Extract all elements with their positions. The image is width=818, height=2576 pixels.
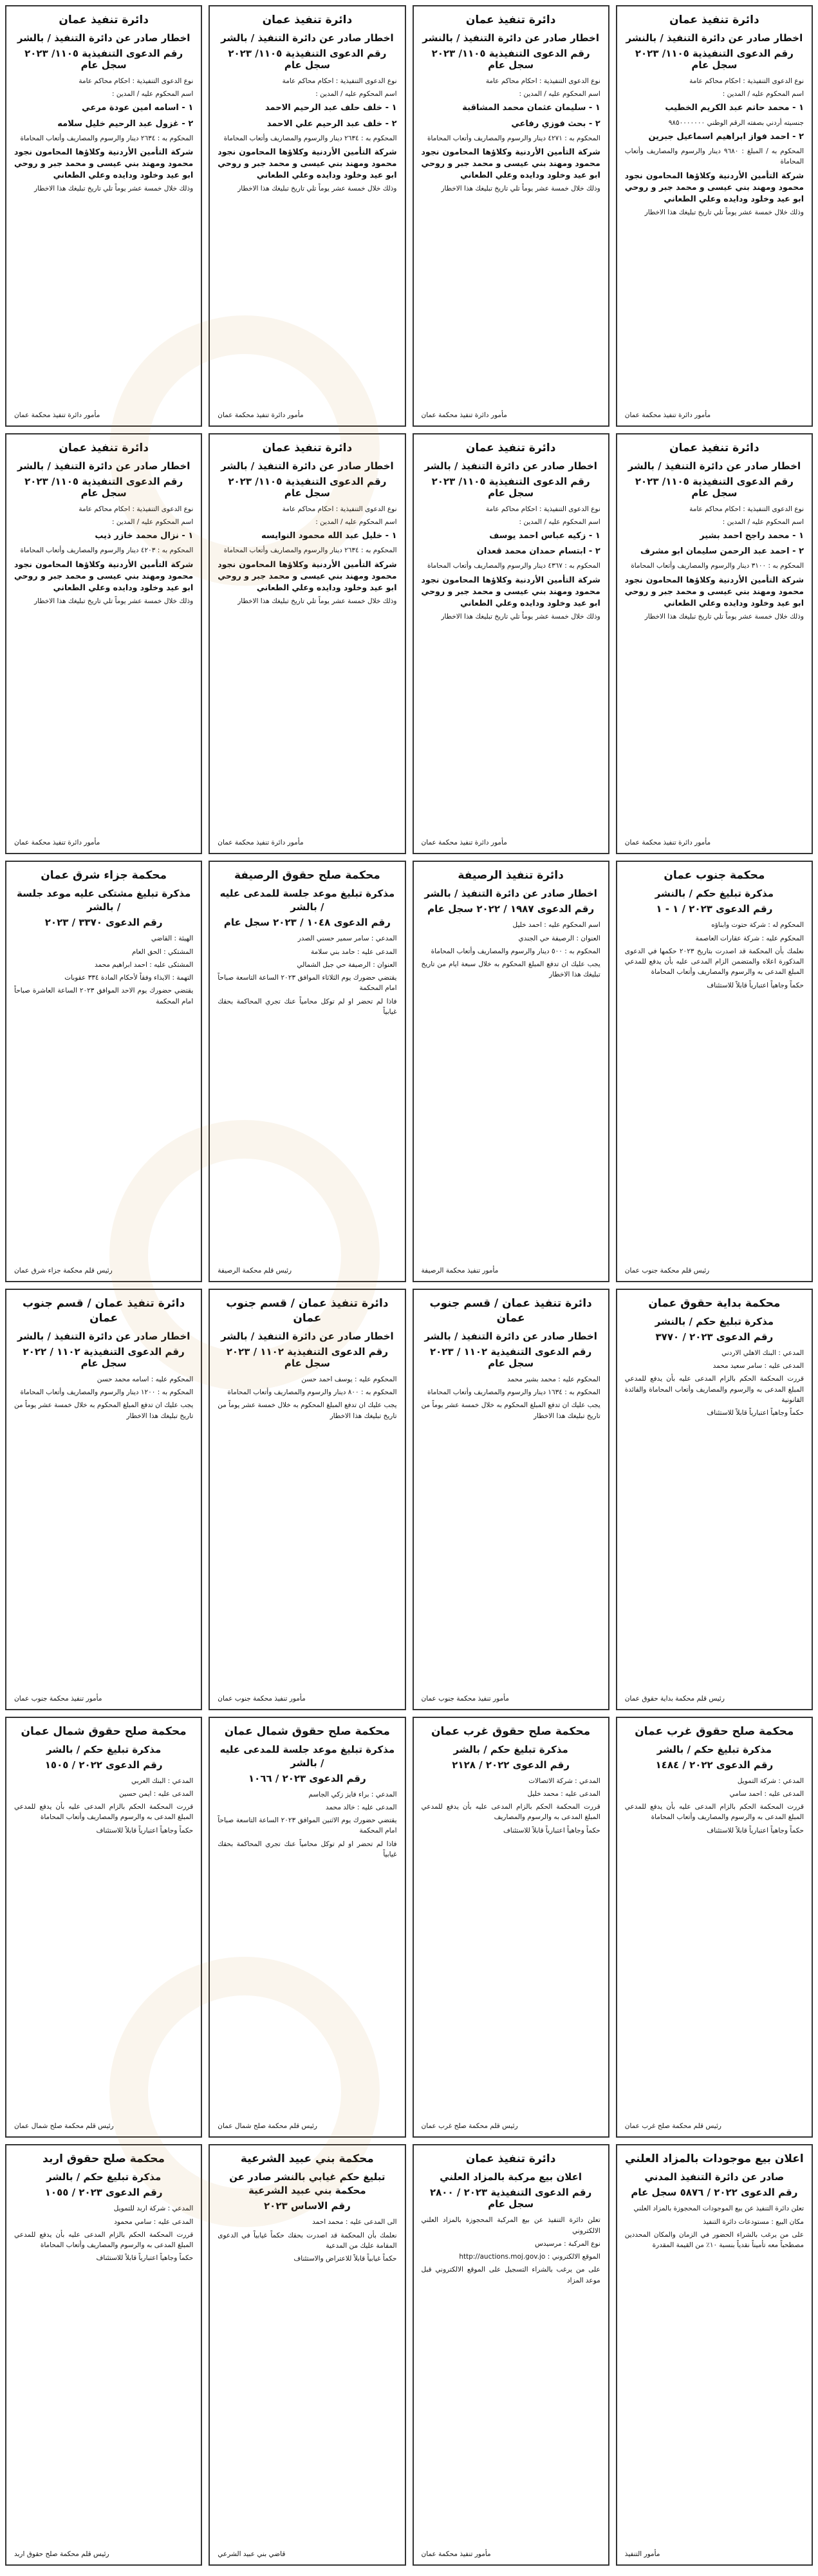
notice-signature: رئيس قلم محكمة صلح شمال عمان	[14, 2122, 193, 2130]
notice-title: مذكرة تبليغ حكم / بالشر	[422, 1743, 600, 1757]
legal-notice	[616, 2144, 813, 2566]
notice-paragraph: جنسيته أردني بصفته الرقم الوطني ٩٨٥٠٠٠٠٠٠٠	[625, 118, 804, 128]
notice-paragraph: المحكوم به : ٢٦٣٤ دينار والرسوم والمصاريف وأتعاب المحاماة	[218, 133, 396, 144]
case-number: رقم الدعوى التنفيذية ١١٠٥/ ٢٠٢٣ سجل عام	[422, 476, 600, 499]
notice-title: اخطار صادر عن دائرة التنفيذ / بالشر	[14, 32, 193, 45]
legal-notice	[209, 1289, 405, 1710]
notice-heading: محكمة صلح حقوق شمال عمان	[218, 1724, 396, 1739]
notice-paragraph: المدعى عليه : سامي محمود	[14, 2217, 193, 2227]
notice-title: اخطار صادر عن دائرة التنفيذ / بالشر	[14, 460, 193, 473]
notice-paragraph: قررت المحكمة الحكم بالزام المدعى عليه بأن يدفع للمدعي المبلغ المدعى به والرسوم والمصاريف وأتعاب المحاماة	[625, 1802, 804, 1823]
legal-notice	[413, 1289, 609, 1710]
notice-paragraph: اسم المحكوم عليه / المدين :	[218, 517, 396, 527]
notice-paragraph: يجب عليك ان تدفع المبلغ المحكوم به خلال خمسة عشر يوماً من تاريخ تبليغك هذا الاخطار	[422, 1400, 600, 1421]
notice-paragraph: ١ - اسامه امين عودة مرعي	[14, 102, 193, 115]
notice-body	[14, 504, 193, 835]
notice-paragraph: ١ - نزال محمد خازر ذيب	[14, 530, 193, 543]
notice-paragraph: وذلك خلال خمسة عشر يوماً تلي تاريخ تبليغك هذا الاخطار	[625, 611, 804, 622]
notice-heading: دائرة تنفيذ عمان	[422, 13, 600, 28]
notice-title: اخطار صادر عن دائرة التنفيذ / بالنشر	[422, 32, 600, 45]
notice-title: اعلان بيع مركبة بالمزاد العلني	[422, 2170, 600, 2184]
notice-paragraph: المدعى عليه : محمد خليل	[422, 1789, 600, 1799]
notice-heading: محكمة صلح حقوق اربد	[14, 2152, 193, 2167]
notice-paragraph: المشتكى عليه : احمد ابراهيم محمد	[14, 960, 193, 970]
notice-paragraph: ٢ - احمد فواز ابراهيم اسماعيل جبرين	[625, 131, 804, 144]
notice-title: اخطار صادر عن دائرة التنفيذ / بالشر	[422, 460, 600, 473]
notice-paragraph: ١ - خليل عبد الله محمود النوايسه	[218, 530, 396, 543]
notice-body	[14, 2203, 193, 2546]
notice-title: اخطار صادر عن دائرة التنفيذ / بالشر	[422, 1330, 600, 1343]
notice-paragraph: على من يرغب بالشراء الحضور في الزمان والمكان المحددين مصطحباً معه تأميناً نقدياً بنسبة ١٠٪ من القيمة المقدرة	[625, 2230, 804, 2251]
notice-paragraph: وذلك خلال خمسة عشر يوماً تلي تاريخ تبليغك هذا الاخطار	[625, 207, 804, 218]
notice-paragraph: نوع الدعوى التنفيذية : احكام محاكم عامة	[218, 504, 396, 514]
notice-paragraph: ٢ - احمد عبد الرحمن سليمان ابو مشرف	[625, 545, 804, 558]
notice-paragraph: ٢ - بحث فوزي رفاعي	[422, 118, 600, 131]
notice-paragraph: ١ - محمد راجح احمد بشير	[625, 530, 804, 543]
notice-paragraph: اسم المحكوم عليه / المدين :	[14, 517, 193, 527]
notice-body	[625, 1776, 804, 2119]
legal-notice	[5, 861, 202, 1282]
case-number: رقم الدعوى ٢٠٢٣ / ١ - ١	[625, 903, 804, 915]
notice-paragraph: اسم المحكوم عليه / المدين :	[14, 89, 193, 99]
case-number: رقم الدعوى التنفيذية ١١٠٢ / ٢٠٢٢ سجل عام	[14, 1346, 193, 1369]
notice-paragraph: شركة التأمين الأردنية وكلاؤها المحامون نجود محمود ومهند بني عيسى و محمد جبر و روحي ابو عيد وخلود ودايده وعلي الطعاني	[14, 146, 193, 181]
notice-heading: دائرة تنفيذ عمان	[14, 441, 193, 456]
notice-body	[218, 2217, 396, 2546]
notice-paragraph: المحكوم به : ٤٢٠٣ دينار والرسوم والمصاريف وأتعاب المحاماة	[14, 545, 193, 555]
notice-paragraph: يقتضي حضورك يوم الثلاثاء الموافق ٢٠٢٣ الساعة التاسعة صباحاً امام المحكمة	[218, 973, 396, 994]
notice-paragraph: قررت المحكمة الحكم بالزام المدعى عليه بأن يدفع للمدعي المبلغ المدعى به والرسوم والمصاريف وأتعاب المحاماة	[14, 1802, 193, 1823]
case-number: رقم الدعوى التنفيذية ١١٠٢ / ٢٠٢٣ سجل عام	[422, 1346, 600, 1369]
case-number: رقم الدعوى ٢٠٢٢ / ٥٨٧٦ سجل عام	[625, 2187, 804, 2198]
notice-heading: دائرة تنفيذ عمان	[625, 13, 804, 28]
notice-paragraph: حكماً وجاهياً اعتبارياً قابلاً للاستئناف	[14, 2253, 193, 2263]
notice-paragraph: اسم المحكوم عليه / المدين :	[422, 89, 600, 99]
legal-notice	[5, 1289, 202, 1710]
notice-paragraph: نوع الدعوى التنفيذية : احكام محاكم عامة	[14, 504, 193, 514]
notice-paragraph: المدعي : براء فايز زكي الجاسم	[218, 1789, 396, 1800]
notice-title: اخطار صادر عن دائرة التنفيذ / بالشر	[422, 887, 600, 901]
legal-notice	[616, 5, 813, 427]
notice-body	[218, 504, 396, 835]
notice-paragraph: مكان البيع : مستودعات دائرة التنفيذ	[625, 2217, 804, 2227]
notice-body	[14, 933, 193, 1263]
notice-signature: رئيس قلم محكمة بداية حقوق عمان	[625, 1695, 804, 1703]
notice-signature: رئيس قلم محكمة صلح غرب عمان	[625, 2122, 804, 2130]
case-number: رقم الدعوى التنفيذية ١١٠٥/ ٢٠٢٣ سجل عام	[14, 476, 193, 499]
notice-paragraph: المحكوم به : ٣١٠٠ دينار والرسوم والمصاريف وأتعاب المحاماة	[625, 561, 804, 571]
notice-signature: مأمور دائرة تنفيذ محكمة عمان	[625, 411, 804, 419]
notice-paragraph: التهمة : الايذاء وفقاً لأحكام المادة ٣٣٤ عقوبات	[14, 973, 193, 983]
notice-paragraph: اسم المحكوم عليه : احمد خليل	[422, 920, 600, 930]
notice-title: مذكرة تبليغ حكم / بالشر	[14, 2170, 193, 2184]
notice-paragraph: المدعي : سامر سمير حسني الصدر	[218, 933, 396, 944]
notice-heading: دائرة تنفيذ عمان	[625, 441, 804, 456]
notice-heading: دائرة تنفيذ الرصيفة	[422, 868, 600, 883]
notice-paragraph: على من يرغب بالشراء التسجيل على الموقع الالكتروني قبل موعد المزاد	[422, 2264, 600, 2286]
notice-paragraph: المدعى عليه : ايمن حسين	[14, 1789, 193, 1799]
notice-signature: مأمور تنفيذ محكمة جنوب عمان	[14, 1695, 193, 1703]
notice-heading: محكمة بداية حقوق عمان	[625, 1296, 804, 1311]
case-number: رقم الدعوى ١٩٨٧ / ٢٠٢٢ سجل عام	[422, 903, 600, 915]
notice-paragraph: شركة التأمين الأردنية وكلاؤها المحامون نجود محمود ومهند بني عيسى و محمد جبر و روحي ابو عيد وخلود ودايده وعلي الطعاني	[625, 574, 804, 609]
notice-paragraph: فاذا لم تحضر او لم توكل محامياً عنك تجري المحاكمة بحقك غيابياً	[218, 1839, 396, 1860]
notice-body	[218, 1374, 396, 1691]
notice-paragraph: المحكوم به : ٨٠٠ دينار والرسوم والمصاريف وأتعاب المحاماة	[218, 1387, 396, 1397]
notice-signature: مأمور دائرة تنفيذ محكمة عمان	[218, 411, 396, 419]
notice-paragraph: شركة التأمين الأردنية وكلاؤها المحامون نجود محمود ومهند بني عيسى و محمد جبر و روحي ابو عيد وخلود ودايده وعلي الطعاني	[422, 146, 600, 181]
notice-paragraph: قررت المحكمة الحكم بالزام المدعى عليه بأن يدفع للمدعي المبلغ المدعى به والرسوم والمصاريف وأتعاب المحاماة والفائدة القانونية	[625, 1374, 804, 1405]
notice-title: اخطار صادر عن دائرة التنفيذ / بالشر	[625, 460, 804, 473]
notice-body	[14, 1374, 193, 1691]
notice-paragraph: المدعي : البنك العربي	[14, 1776, 193, 1786]
notice-paragraph: الموقع الالكتروني : http://auctions.moj.gov.jo	[422, 2252, 600, 2262]
notice-paragraph: المحكوم عليه : محمد بشير محمد	[422, 1374, 600, 1385]
case-number: رقم الدعوى التنفيذية ١١٠٢ / ٢٠٢٣ سجل عام	[218, 1346, 396, 1369]
notice-paragraph: الهيئة : القاضي	[14, 933, 193, 944]
notice-heading: دائرة تنفيذ عمان	[218, 441, 396, 456]
legal-notice	[209, 5, 405, 427]
notice-signature: قاضي بني عبيد الشرعي	[218, 2550, 396, 2558]
case-number: رقم الدعوى ٣٣٧٠ / ٢٠٢٣	[14, 917, 193, 928]
notice-paragraph: المحكوم به : ١٦٣٤ دينار والرسوم والمصاريف وأتعاب المحاماة	[422, 1387, 600, 1397]
notice-body	[14, 1776, 193, 2119]
case-number: رقم الدعوى التنفيذية ٢٠٢٣ / ٢٨٠٠ سجل عام	[422, 2187, 600, 2210]
notice-signature: مأمور تنفيذ محكمة الرصيفة	[422, 1267, 600, 1274]
notice-heading: دائرة تنفيذ عمان	[14, 13, 193, 28]
notice-paragraph: المدعي : شركة التمويل	[625, 1776, 804, 1786]
notice-paragraph: نوع الدعوى التنفيذية : احكام محاكم عامة	[625, 504, 804, 514]
notice-heading: دائرة تنفيذ عمان	[422, 441, 600, 456]
notice-paragraph: نوع الدعوى التنفيذية : احكام محاكم عامة	[422, 76, 600, 86]
notice-title: مذكرة تبليغ موعد جلسة للمدعى عليه / بالشر	[218, 1743, 396, 1770]
legal-notice	[209, 1717, 405, 2138]
notice-heading: محكمة بني عبيد الشرعية	[218, 2152, 396, 2167]
notice-paragraph: المدعى عليه : خالد محمد	[218, 1802, 396, 1813]
case-number: رقم الاساس ٢٠٢٣	[218, 2200, 396, 2212]
notice-paragraph: اسم المحكوم عليه / المدين :	[625, 517, 804, 527]
case-number: رقم الدعوى التنفيذية ١١٠٥/ ٢٠٢٣ سجل عام	[625, 48, 804, 71]
notice-signature: رئيس قلم محكمة جزاء شرق عمان	[14, 1267, 193, 1274]
notice-signature: مأمور دائرة تنفيذ محكمة عمان	[14, 839, 193, 846]
notice-paragraph: نعلمك بأن المحكمة قد اصدرت بتاريخ ٢٠٢٣ حكمها في الدعوى المذكورة اعلاه والمتضمن الزام المدعى عليه بأن يدفع للمدعي المبلغ المدعى به والرسوم والمصاريف وأتعاب المحاماة	[625, 946, 804, 978]
notice-paragraph: حكماً غيابياً قابلاً للاعتراض والاستئناف	[218, 2254, 396, 2264]
notice-paragraph: نوع المركبة : مرسيدس	[422, 2239, 600, 2249]
case-number: رقم الدعوى ٢٠٢٢ / ١٤٨٤	[625, 1759, 804, 1771]
notice-paragraph: قررت المحكمة الحكم بالزام المدعى عليه بأن يدفع للمدعي المبلغ المدعى به والرسوم والمصاريف وأتعاب المحاماة	[14, 2230, 193, 2251]
notice-signature: رئيس قلم محكمة صلح شمال عمان	[218, 2122, 396, 2130]
notice-paragraph: وذلك خلال خمسة عشر يوماً تلي تاريخ تبليغك هذا الاخطار	[422, 611, 600, 622]
notice-body	[218, 1789, 396, 2119]
case-number: رقم الدعوى التنفيذية ١١٠٥/ ٢٠٢٣ سجل عام	[422, 48, 600, 71]
notice-title: مذكرة تبليغ حكم / بالنشر	[625, 1315, 804, 1329]
notice-paragraph: وذلك خلال خمسة عشر يوماً تلي تاريخ تبليغك هذا الاخطار	[422, 183, 600, 194]
notice-paragraph: المشتكي : الحق العام	[14, 947, 193, 957]
notice-heading: دائرة تنفيذ عمان / قسم جنوب عمان	[14, 1296, 193, 1326]
legal-notice	[413, 1717, 609, 2138]
notice-paragraph: شركة التأمين الأردنية وكلاؤها المحامون نجود محمود ومهند بني عيسى و محمد جبر و روحي ابو عيد وخلود ودايده وعلي الطعاني	[625, 170, 804, 205]
notice-body	[625, 1348, 804, 1691]
notice-signature: مأمور دائرة تنفيذ محكمة عمان	[422, 839, 600, 846]
notice-heading: محكمة صلح حقوق غرب عمان	[625, 1724, 804, 1739]
notice-paragraph: المدعى عليه : احمد سامي	[625, 1789, 804, 1799]
notice-paragraph: اسم المحكوم عليه / المدين :	[218, 89, 396, 99]
notice-paragraph: المحكوم به / المبلغ : ٩٦٨٠ دينار والرسوم والمصاريف وأتعاب المحاماة	[625, 146, 804, 167]
notice-paragraph: اسم المحكوم عليه / المدين :	[422, 517, 600, 527]
notice-paragraph: ٢ - خلف عبد الرحيم علي الاحمد	[218, 118, 396, 131]
legal-notice	[616, 433, 813, 855]
notice-paragraph: نوع الدعوى التنفيذية : احكام محاكم عامة	[14, 76, 193, 86]
notice-paragraph: يجب عليك ان تدفع المبلغ المحكوم به خلال سبعة ايام من تاريخ تبليغك هذا الاخطار	[422, 959, 600, 980]
notice-paragraph: نعلمك بأن المحكمة قد اصدرت بحقك حكماً غيابياً في الدعوى المقامة عليك من المدعية	[218, 2230, 396, 2252]
notice-signature: مأمور تنفيذ محكمة جنوب عمان	[422, 1695, 600, 1703]
notice-heading: محكمة صلح حقوق شمال عمان	[14, 1724, 193, 1739]
notice-signature: مأمور دائرة تنفيذ محكمة عمان	[422, 411, 600, 419]
notice-signature: رئيس قلم محكمة جنوب عمان	[625, 1267, 804, 1274]
notice-body	[625, 920, 804, 1263]
notice-body	[422, 76, 600, 407]
notice-paragraph: نوع الدعوى التنفيذية : احكام محاكم عامة	[218, 76, 396, 86]
notice-title: تبليغ حكم غيابي بالنشر صادر عن محكمة بني عبيد الشرعية	[218, 2170, 396, 2198]
notice-body	[422, 1374, 600, 1691]
notice-title: مذكرة تبليغ موعد جلسة للمدعى عليه / بالشر	[218, 887, 396, 914]
notice-body	[218, 933, 396, 1263]
case-number: رقم الدعوى ١٠٤٨ / ٢٠٢٣ سجل عام	[218, 917, 396, 928]
notice-body	[422, 2215, 600, 2546]
case-number: رقم الدعوى ٢٠٢٣ / ١٠٦٦	[218, 1773, 396, 1784]
notice-paragraph: المحكوم عليه : شركة عقارات العاصمة	[625, 933, 804, 944]
notice-paragraph: قررت المحكمة الحكم بالزام المدعى عليه بأن يدفع للمدعي المبلغ المدعى به والرسوم والمصاريف	[422, 1802, 600, 1823]
notice-body	[625, 2203, 804, 2546]
legal-notice	[5, 1717, 202, 2138]
notice-heading: اعلان بيع موجودات بالمزاد العلني	[625, 2152, 804, 2167]
notice-signature: مأمور دائرة تنفيذ محكمة عمان	[14, 411, 193, 419]
notice-paragraph: ١ - سليمان عثمان محمد المشاقبة	[422, 102, 600, 115]
notice-paragraph: نوع الدعوى التنفيذية : احكام محاكم عامة	[422, 504, 600, 514]
notice-title: مذكرة تبليغ مشتكى عليه موعد جلسة / بالشر	[14, 887, 193, 914]
notice-paragraph: يجب عليك ان تدفع المبلغ المحكوم به خلال خمسة عشر يوماً من تاريخ تبليغك هذا الاخطار	[14, 1400, 193, 1421]
notice-paragraph: حكماً وجاهياً اعتبارياً قابلاً للاستئناف	[625, 980, 804, 991]
legal-notice	[209, 861, 405, 1282]
notice-paragraph: يجب عليك ان تدفع المبلغ المحكوم به خلال خمسة عشر يوماً من تاريخ تبليغك هذا الاخطار	[218, 1400, 396, 1421]
notice-title: صادر عن دائرة التنفيذ المدني	[625, 2170, 804, 2184]
notice-signature: رئيس قلم محكمة الرصيفة	[218, 1267, 396, 1274]
notice-body	[625, 504, 804, 835]
notice-heading: دائرة تنفيذ عمان / قسم جنوب عمان	[422, 1296, 600, 1326]
notice-paragraph: العنوان : الرصيفة حي جبل الشمالي	[218, 960, 396, 970]
notice-heading: دائرة تنفيذ عمان	[218, 13, 396, 28]
notice-signature: مأمور التنفيذ	[625, 2550, 804, 2558]
notice-signature: مأمور تنفيذ محكمة عمان	[422, 2550, 600, 2558]
notice-paragraph: ٢ - غزول عبد الرحيم خليل سلامه	[14, 118, 193, 131]
notice-heading: محكمة صلح حقوق غرب عمان	[422, 1724, 600, 1739]
notice-signature: رئيس قلم محكمة صلح حقوق اربد	[14, 2550, 193, 2558]
notice-title: اخطار صادر عن دائرة التنفيذ / بالشر	[218, 32, 396, 45]
notice-paragraph: المحكوم به : ٥٠٠ دينار والرسوم والمصاريف وأتعاب المحاماة	[422, 946, 600, 957]
notice-paragraph: المحكوم به : ٤٢٧١ دينار والرسوم والمصاريف وأتعاب المحاماة	[422, 133, 600, 144]
notice-paragraph: المحكوم به : ٢٦٣٤ دينار والرسوم والمصاريف وأتعاب المحاماة	[14, 133, 193, 144]
notice-paragraph: حكماً وجاهياً اعتبارياً قابلاً للاستئناف	[14, 1825, 193, 1836]
legal-notice	[209, 2144, 405, 2566]
notice-title: اخطار صادر عن دائرة التنفيذ / بالشر	[218, 460, 396, 473]
legal-notice	[5, 2144, 202, 2566]
legal-notice	[616, 1717, 813, 2138]
notice-paragraph: شركة التأمين الأردنية وكلاؤها المحامون نجود محمود ومهند بني عيسى و محمد جبر و روحي ابو عيد وخلود ودايده وعلي الطعاني	[218, 559, 396, 593]
notice-paragraph: تعلن دائرة التنفيذ عن بيع المركبة المحجوزة بالمزاد العلني الالكتروني	[422, 2215, 600, 2236]
legal-notice	[413, 5, 609, 427]
notice-paragraph: حكماً وجاهياً اعتبارياً قابلاً للاستئناف	[625, 1825, 804, 1836]
notice-paragraph: العنوان : الرصيفة حي الجندي	[422, 933, 600, 944]
case-number: رقم الدعوى التنفيذية ١١٠٥/ ٢٠٢٣ سجل عام	[218, 476, 396, 499]
notice-signature: رئيس قلم محكمة صلح غرب عمان	[422, 2122, 600, 2130]
notice-paragraph: تعلن دائرة التنفيذ عن بيع الموجودات المحجوزة بالمزاد العلني	[625, 2203, 804, 2214]
notice-signature: مأمور دائرة تنفيذ محكمة عمان	[625, 839, 804, 846]
legal-notice	[413, 433, 609, 855]
notice-heading: دائرة تنفيذ عمان / قسم جنوب عمان	[218, 1296, 396, 1326]
notice-body	[422, 1776, 600, 2119]
notice-paragraph: المحكوم به : ٢٦٣٤ دينار والرسوم والمصاريف وأتعاب المحاماة	[218, 545, 396, 555]
case-number: رقم الدعوى ٢٠٢٣ / ١٠٥٥	[14, 2187, 193, 2198]
notice-paragraph: المدعى عليه : سامر سعيد محمد	[625, 1361, 804, 1371]
notice-paragraph: ١ - محمد حاتم عبد الكريم الخطيب	[625, 102, 804, 115]
notice-paragraph: حكماً وجاهياً اعتبارياً قابلاً للاستئناف	[625, 1408, 804, 1418]
case-number: رقم الدعوى ٢٠٢٣ / ٣٧٧٠	[625, 1331, 804, 1343]
notice-paragraph: نوع الدعوى التنفيذية : احكام محاكم عامة	[625, 76, 804, 86]
notice-paragraph: وذلك خلال خمسة عشر يوماً تلي تاريخ تبليغك هذا الاخطار	[14, 183, 193, 194]
notice-paragraph: المحكوم عليه : اسامه محمد حسن	[14, 1374, 193, 1385]
notice-paragraph: شركة التأمين الأردنية وكلاؤها المحامون نجود محمود ومهند بني عيسى و محمد جبر و روحي ابو عيد وخلود ودايده وعلي الطعاني	[218, 146, 396, 181]
notice-body	[14, 76, 193, 407]
legal-notice	[616, 1289, 813, 1710]
notice-paragraph: ١ - زكيه عباس احمد يوسف	[422, 530, 600, 543]
case-number: رقم الدعوى ٢٠٢٢ / ١٥٠٥	[14, 1759, 193, 1771]
notice-paragraph: حكماً وجاهياً اعتبارياً قابلاً للاستئناف	[422, 1825, 600, 1836]
notice-title: اخطار صادر عن دائرة التنفيذ / بالشر	[218, 1330, 396, 1343]
case-number: رقم الدعوى التنفيذية ١١٠٥/ ٢٠٢٣ سجل عام	[625, 476, 804, 499]
notice-paragraph: المحكوم به : ١٢٠٠ دينار والرسوم والمصاريف وأتعاب المحاماة	[14, 1387, 193, 1397]
case-number: رقم الدعوى ٢٠٢٢ / ٢١٢٨	[422, 1759, 600, 1771]
notice-paragraph: وذلك خلال خمسة عشر يوماً تلي تاريخ تبليغك هذا الاخطار	[218, 596, 396, 606]
notice-paragraph: ١ - خلف حلف عبد الرحيم الاحمد	[218, 102, 396, 115]
notice-paragraph: المدعى عليه : حامد بني سلامة	[218, 947, 396, 957]
notice-paragraph: فاذا لم تحضر او لم توكل محامياً عنك تجري المحاكمة بحقك غيابياً	[218, 996, 396, 1018]
notice-heading: محكمة صلح حقوق الرصيفة	[218, 868, 396, 883]
notice-title: اخطار صادر عن دائرة التنفيذ / بالنشر	[625, 32, 804, 45]
notice-title: مذكرة تبليغ حكم / بالشر	[625, 1743, 804, 1757]
notice-heading: محكمة جنوب عمان	[625, 868, 804, 883]
notice-paragraph: شركة التأمين الأردنية وكلاؤها المحامون نجود محمود ومهند بني عيسى و محمد جبر و روحي ابو عيد وخلود ودايده وعلي الطعاني	[14, 559, 193, 593]
notice-body	[218, 76, 396, 407]
notice-body	[422, 504, 600, 835]
notice-title: مذكرة تبليغ حكم / بالشر	[14, 1743, 193, 1757]
legal-notice	[413, 2144, 609, 2566]
notice-paragraph: المدعي : البنك الاهلي الاردني	[625, 1348, 804, 1358]
notice-paragraph: المحكوم به : ٤٣٦٧ دينار والرسوم والمصاريف وأتعاب المحاماة	[422, 561, 600, 571]
notice-paragraph: المدعي : شركة اربد للتمويل	[14, 2203, 193, 2214]
notice-paragraph: المحكوم عليه : يوسف احمد حسن	[218, 1374, 396, 1385]
legal-notice	[413, 861, 609, 1282]
legal-notice	[5, 5, 202, 427]
notice-paragraph: شركة التأمين الأردنية وكلاؤها المحامون نجود محمود ومهند بني عيسى و محمد جبر و روحي ابو عيد وخلود ودايده وعلي الطعاني	[422, 574, 600, 609]
legal-notice	[5, 433, 202, 855]
notice-paragraph: المدعي : شركة الاتصالات	[422, 1776, 600, 1786]
notice-body	[625, 76, 804, 407]
notice-signature: مأمور دائرة تنفيذ محكمة عمان	[218, 839, 396, 846]
notice-body	[422, 920, 600, 1263]
notice-paragraph: الى المدعى عليه : محمد احمد	[218, 2217, 396, 2227]
notice-signature: مأمور تنفيذ محكمة جنوب عمان	[218, 1695, 396, 1703]
legal-notice	[616, 861, 813, 1282]
notice-paragraph: يقتضي حضورك يوم الاثنين الموافق ٢٠٢٣ الساعة التاسعة صباحاً امام المحكمة	[218, 1815, 396, 1836]
notice-paragraph: يقتضي حضورك يوم الاحد الموافق ٢٠٢٣ الساعة العاشرة صباحاً امام المحكمة	[14, 985, 193, 1007]
notice-paragraph: وذلك خلال خمسة عشر يوماً تلي تاريخ تبليغك هذا الاخطار	[218, 183, 396, 194]
notice-paragraph: اسم المحكوم عليه / المدين :	[625, 89, 804, 99]
notice-paragraph: المحكوم له : شركة حتوت وابناؤه	[625, 920, 804, 930]
notice-paragraph: وذلك خلال خمسة عشر يوماً تلي تاريخ تبليغك هذا الاخطار	[14, 596, 193, 606]
notice-paragraph: ٢ - ابتسام حمدان محمد قعدان	[422, 545, 600, 558]
legal-notice	[209, 433, 405, 855]
newspaper-page	[5, 5, 813, 2566]
notice-heading: محكمة جزاء شرق عمان	[14, 868, 193, 883]
case-number: رقم الدعوى التنفيذية ١١٠٥/ ٢٠٢٣ سجل عام	[14, 48, 193, 71]
notice-heading: دائرة تنفيذ عمان	[422, 2152, 600, 2167]
notice-title: اخطار صادر عن دائرة التنفيذ / بالشر	[14, 1330, 193, 1343]
notice-title: مذكرة تبليغ حكم / بالنشر	[625, 887, 804, 901]
case-number: رقم الدعوى التنفيذية ١١٠٥/ ٢٠٢٣ سجل عام	[218, 48, 396, 71]
